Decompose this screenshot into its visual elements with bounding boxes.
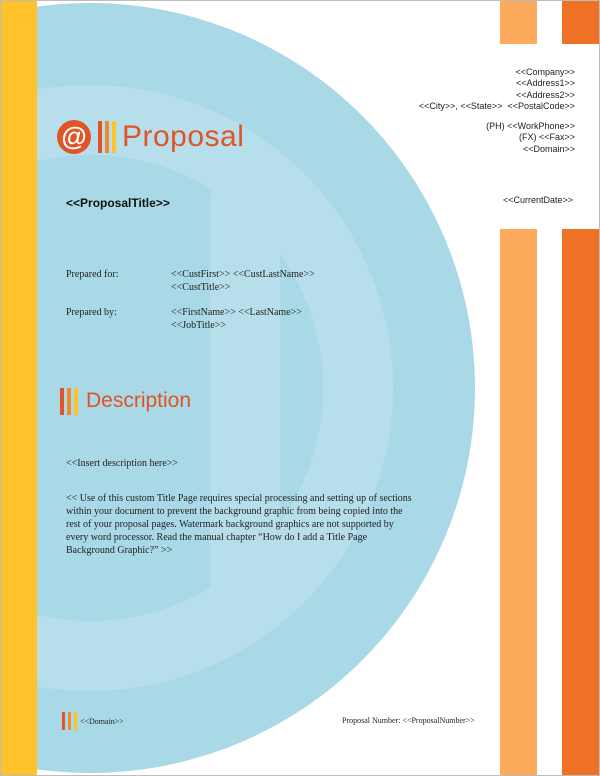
customer-name: <<CustFirst>> <<CustLastName>> [171, 269, 315, 280]
address1-field: <<Address1>> [515, 78, 575, 89]
author-title: <<JobTitle>> [171, 320, 226, 331]
stripes-icon [62, 712, 77, 730]
proposal-logo [57, 117, 244, 157]
description-heading [60, 387, 191, 415]
stripes-icon [60, 388, 78, 415]
author-name: <<FirstName>> <<LastName>> [171, 307, 302, 318]
current-date: <<CurrentDate>> [502, 195, 573, 205]
left-yellow-bar [0, 0, 37, 776]
domain-field: <<Domain>> [522, 143, 575, 154]
stripes-icon [98, 121, 116, 153]
customer-title: <<CustTitle>> [171, 282, 231, 293]
address2-field: <<Address2>> [515, 89, 575, 100]
prepared-by-label: Prepared by: [66, 307, 117, 318]
light-orange-bar-lower [500, 229, 537, 776]
footer-domain: <<Domain>> [80, 716, 124, 726]
light-orange-bar-top [500, 0, 537, 44]
footer-logo [62, 712, 124, 730]
proposal-number: Proposal Number: <<ProposalNumber>> [342, 716, 475, 725]
fax-field: (FX) <<Fax>> [518, 132, 575, 143]
at-sign-icon: @ [57, 120, 91, 154]
prepared-for-value [171, 268, 315, 294]
proposal-title: <<ProposalTitle>> [66, 196, 170, 210]
company-field: <<Company>> [515, 67, 575, 77]
prepared-by-value [171, 306, 302, 332]
logo-wordmark: Proposal [122, 120, 245, 153]
description-placeholder: <<Insert description here>> [66, 458, 178, 469]
dark-orange-bar-top [562, 0, 600, 44]
description-body: << Use of this custom Title Page requires special processing and setting up of sections within your document to prevent the background graphic from being copied into the rest of your proposal pages. Watermark background graphics are not supported by every word processor. Read the manual chapter “How do I add a Title Page Background Graphic?” >> [66, 493, 412, 556]
phone-field: (PH) <<WorkPhone>> [486, 121, 575, 132]
description-heading-text: Description [86, 389, 192, 412]
contact-block [315, 67, 575, 155]
prepared-for-label: Prepared for: [66, 269, 119, 280]
city-state-postal-field: <<City>>, <<State>> <<PostalCode>> [418, 100, 575, 111]
dark-orange-bar-lower [562, 229, 600, 776]
